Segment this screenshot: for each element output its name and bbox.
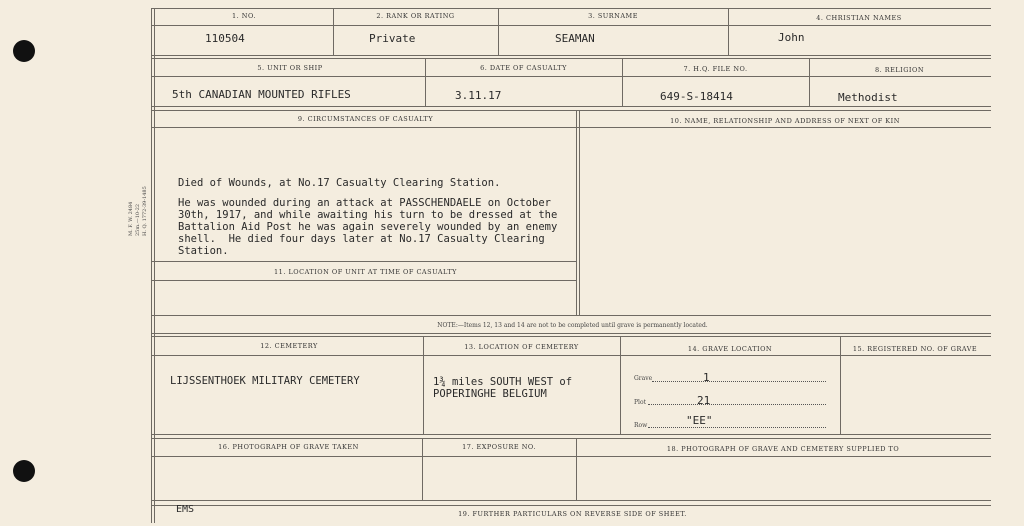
header-photo-supplied-to: 18. PHOTOGRAPH OF GRAVE AND CEMETERY SUPPLIED TO bbox=[666, 445, 900, 453]
header-cemetery: 12. CEMETERY bbox=[260, 342, 318, 350]
value-grave: 1 bbox=[703, 371, 710, 384]
side-text-3: H. Q. 1772-39-1485 bbox=[142, 186, 148, 236]
footer-initials: EMS bbox=[176, 504, 195, 515]
header-date: 6. DATE OF CASUALTY bbox=[480, 64, 567, 72]
row-label: Row bbox=[634, 422, 648, 429]
value-religion: Methodist bbox=[838, 91, 898, 104]
circumstances-paragraph: He was wounded during an attack at PASSCHENDAELE on October 30th, 1917, and while awaiting his turn to be dressed at the Battalion Aid Post he was again severely wounded by an enemy shell. He died four days later at No.17 Casualty Clearing Station. bbox=[178, 197, 558, 257]
value-cemetery: LIJSSENTHOEK MILITARY CEMETERY bbox=[170, 375, 360, 387]
header-no: 1. NO. bbox=[232, 12, 256, 20]
value-rank: Private bbox=[369, 32, 416, 45]
header-location-of-unit: 11. LOCATION OF UNIT AT TIME OF CASUALTY bbox=[274, 268, 457, 276]
header-hq-file: 7. H.Q. FILE NO. bbox=[683, 65, 748, 73]
punch-hole-top bbox=[13, 40, 35, 62]
header-unit: 5. UNIT OR SHIP bbox=[257, 64, 323, 72]
header-exposure-no: 17. EXPOSURE NO. bbox=[462, 443, 536, 451]
header-photo-taken: 16. PHOTOGRAPH OF GRAVE TAKEN bbox=[218, 443, 359, 451]
header-surname: 3. SURNAME bbox=[588, 12, 638, 20]
header-rank: 2. RANK OR RATING bbox=[376, 12, 455, 20]
grave-label: Grave bbox=[634, 375, 653, 382]
value-unit: 5th CANADIAN MOUNTED RIFLES bbox=[172, 88, 351, 101]
header-next-of-kin: 10. NAME, RELATIONSHIP AND ADDRESS OF NEXT OF KIN bbox=[670, 117, 900, 125]
side-text-2: 25m.—10-22 bbox=[135, 203, 141, 236]
header-circumstances: 9. CIRCUMSTANCES OF CASUALTY bbox=[297, 115, 434, 123]
footer-further-particulars: 19. FURTHER PARTICULARS ON REVERSE SIDE OF SHEET. bbox=[458, 510, 687, 518]
left-border bbox=[151, 8, 152, 523]
value-location-line1: 1¾ miles SOUTH WEST of bbox=[433, 376, 573, 388]
value-no: 110504 bbox=[205, 32, 245, 45]
plot-label: Plot bbox=[634, 399, 646, 406]
value-plot: 21 bbox=[697, 394, 711, 407]
value-christian-names: John bbox=[778, 31, 805, 44]
value-hq-file: 649-S-18414 bbox=[660, 90, 733, 103]
header-religion: 8. RELIGION bbox=[874, 66, 925, 74]
note-text: NOTE:—Items 12, 13 and 14 are not to be completed until grave is permanently located. bbox=[437, 322, 708, 329]
header-christian-names: 4. CHRISTIAN NAMES bbox=[816, 14, 902, 22]
circumstances-line1: Died of Wounds, at No.17 Casualty Clearing Station. bbox=[178, 177, 501, 189]
punch-hole-bottom bbox=[13, 460, 35, 482]
header-grave-location: 14. GRAVE LOCATION bbox=[687, 345, 773, 353]
header-location-of-cemetery: 13. LOCATION OF CEMETERY bbox=[464, 343, 579, 351]
value-location-line2: POPERINGHE BELGIUM bbox=[433, 388, 547, 400]
value-row: "EE" bbox=[686, 414, 713, 427]
side-text-1: M. F. W. 2484 bbox=[128, 201, 134, 236]
value-surname: SEAMAN bbox=[555, 32, 595, 45]
header-registered-no: 15. REGISTERED NO. OF GRAVE bbox=[852, 345, 978, 353]
value-date: 3.11.17 bbox=[455, 89, 502, 102]
form-side-print bbox=[128, 186, 149, 236]
